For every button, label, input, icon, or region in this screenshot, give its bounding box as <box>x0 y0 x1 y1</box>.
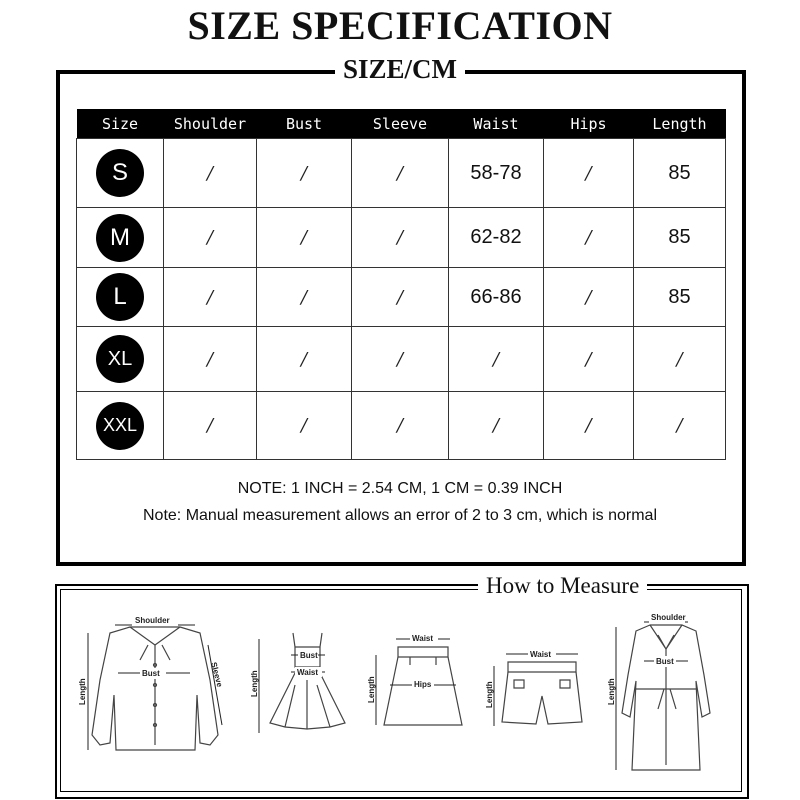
hips-cell: / <box>544 208 634 268</box>
hips-cell: / <box>544 268 634 327</box>
length-cell: 85 <box>634 139 726 208</box>
size-badge-xxl: XXL <box>96 402 144 450</box>
shorts-waist-label: Waist <box>530 650 552 659</box>
shoulder-cell: / <box>164 392 257 460</box>
column-header-size: Size <box>77 109 164 139</box>
table-row <box>77 327 726 392</box>
hips-cell: / <box>544 139 634 208</box>
shoulder-cell: / <box>164 139 257 208</box>
hips-cell: / <box>544 327 634 392</box>
unit-label-text: SIZE/CM <box>335 54 465 84</box>
bust-cell: / <box>257 392 352 460</box>
dress-length-label: Length <box>250 670 259 697</box>
size-cell <box>77 268 164 327</box>
unit-label <box>0 54 800 85</box>
coat-length-label: Length <box>607 678 616 705</box>
size-badge-s: S <box>96 149 144 197</box>
skirt-length-label: Length <box>367 676 376 703</box>
length-cell: 85 <box>634 208 726 268</box>
size-cell <box>77 392 164 460</box>
table-header-row <box>77 109 726 139</box>
hips-cell: / <box>544 392 634 460</box>
page-title: SIZE SPECIFICATION <box>187 3 613 48</box>
coat-shoulder-label: Shoulder <box>651 613 686 622</box>
column-header-length: Length <box>634 109 726 139</box>
dress-waist-label: Waist <box>297 668 319 677</box>
size-cell <box>77 327 164 392</box>
column-header-hips: Hips <box>544 109 634 139</box>
bust-cell: / <box>257 139 352 208</box>
size-badge-l: L <box>96 273 144 321</box>
sleeve-cell: / <box>352 327 449 392</box>
column-header-waist: Waist <box>449 109 544 139</box>
waist-cell: 62-82 <box>449 208 544 268</box>
measure-title: How to Measure <box>478 573 647 599</box>
error-note: Note: Manual measurement allows an error of 2 to 3 cm, which is normal <box>143 507 657 524</box>
shoulder-cell: / <box>164 327 257 392</box>
waist-cell: / <box>449 392 544 460</box>
shirt-bust-label: Bust <box>142 669 160 678</box>
shorts-length-label: Length <box>485 681 494 708</box>
table-row <box>77 139 726 208</box>
size-badge-xl: XL <box>96 335 144 383</box>
length-cell: / <box>634 327 726 392</box>
size-cell <box>77 139 164 208</box>
dress-diagram <box>245 625 355 745</box>
coat-bust-label: Bust <box>656 657 674 666</box>
table-row <box>77 392 726 460</box>
size-badge-m: M <box>96 214 144 262</box>
length-cell: 85 <box>634 268 726 327</box>
shoulder-cell: / <box>164 268 257 327</box>
skirt-waist-label: Waist <box>412 634 434 643</box>
skirt-diagram <box>360 625 475 745</box>
sleeve-cell: / <box>352 208 449 268</box>
waist-cell: / <box>449 327 544 392</box>
table-row <box>77 208 726 268</box>
waist-cell: 66-86 <box>449 268 544 327</box>
table-row <box>77 268 726 327</box>
sleeve-cell: / <box>352 268 449 327</box>
shirt-sleeve-label: Sleeve <box>209 661 225 689</box>
bust-cell: / <box>257 327 352 392</box>
shirt-shoulder-label: Shoulder <box>135 616 170 625</box>
conversion-note: NOTE: 1 INCH = 2.54 CM, 1 CM = 0.39 INCH <box>237 480 563 497</box>
coat-diagram <box>600 605 725 780</box>
dress-bust-label: Bust <box>300 651 318 660</box>
bust-cell: / <box>257 268 352 327</box>
shirt-length-label: Length <box>78 678 87 705</box>
sleeve-cell: / <box>352 139 449 208</box>
waist-cell: 58-78 <box>449 139 544 208</box>
size-cell <box>77 208 164 268</box>
shorts-diagram <box>478 630 593 740</box>
shirt-diagram <box>70 605 235 765</box>
length-cell: / <box>634 392 726 460</box>
column-header-shoulder: Shoulder <box>164 109 257 139</box>
column-header-sleeve: Sleeve <box>352 109 449 139</box>
size-table <box>76 109 726 460</box>
column-header-bust: Bust <box>257 109 352 139</box>
sleeve-cell: / <box>352 392 449 460</box>
skirt-hips-label: Hips <box>414 680 432 689</box>
shoulder-cell: / <box>164 208 257 268</box>
bust-cell: / <box>257 208 352 268</box>
